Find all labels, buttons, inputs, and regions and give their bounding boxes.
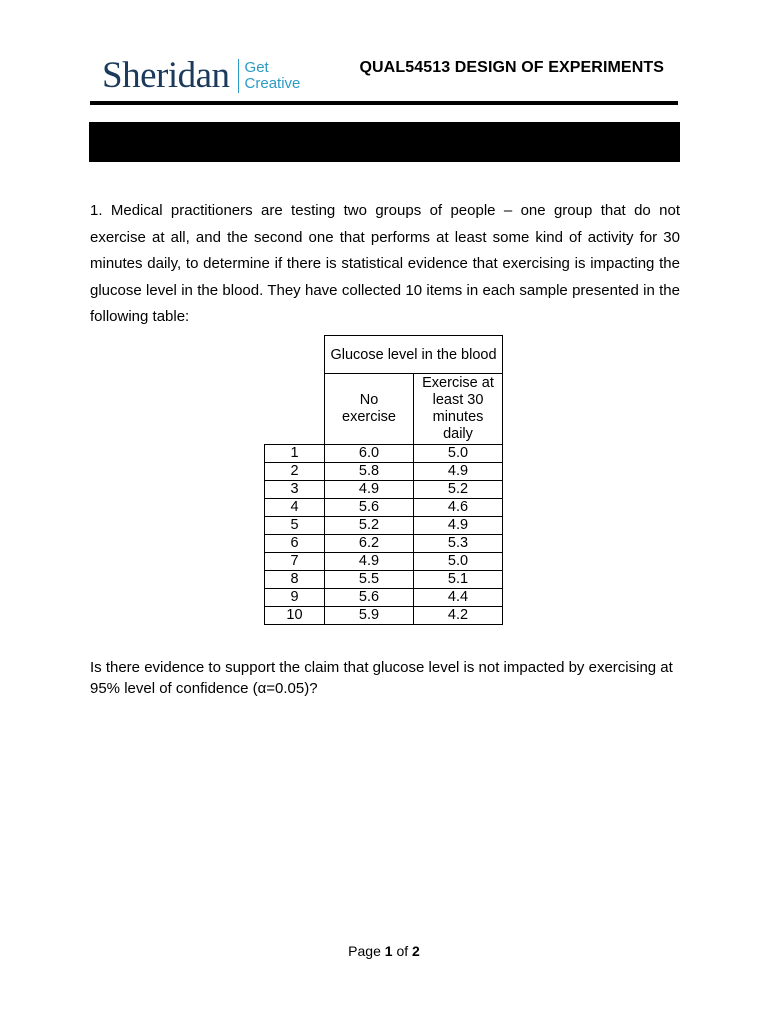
table-row — [265, 607, 503, 625]
glucose-table — [264, 335, 503, 625]
row-number-cell: 6 — [265, 535, 325, 553]
logo-tagline — [245, 60, 301, 92]
no-exercise-cell: 4.9 — [325, 481, 414, 499]
no-exercise-cell: 5.6 — [325, 499, 414, 517]
footer-page-word: Page — [348, 943, 381, 959]
exercise-cell: 4.9 — [414, 463, 503, 481]
logo-tagline-line2: Creative — [244, 75, 301, 92]
row-number-cell: 3 — [265, 481, 325, 499]
course-title: QUAL54513 DESIGN OF EXPERIMENTS — [359, 59, 664, 76]
row-number-cell: 4 — [265, 499, 325, 517]
no-exercise-cell: 5.8 — [325, 463, 414, 481]
exercise-cell: 4.6 — [414, 499, 503, 517]
table-row — [265, 571, 503, 589]
page-header — [90, 52, 678, 102]
exercise-cell: 4.4 — [414, 589, 503, 607]
table-body — [265, 445, 503, 625]
table-row — [265, 481, 503, 499]
no-exercise-cell: 5.2 — [325, 517, 414, 535]
redaction-bar — [89, 122, 680, 162]
col-header-no-exercise-label: No exercise — [342, 392, 396, 425]
row-number-cell: 2 — [265, 463, 325, 481]
no-exercise-cell: 6.0 — [325, 445, 414, 463]
question-text: 1. Medical practitioners are testing two groups of people – one group that do not exercise at all, and the second one that performs at least some kind of activity for 30 minutes daily, to determine if there is statistical evidence that exercising is impacting the glucose level in the blood. They have collected 10 items in each sample presented in the following table: — [90, 202, 680, 325]
table-corner — [265, 336, 325, 374]
row-number-cell: 8 — [265, 571, 325, 589]
table-row — [265, 517, 503, 535]
footer-of-word: of — [396, 943, 409, 959]
header-rule — [90, 101, 678, 105]
col-header-exercise-label: Exercise at least 30 minutes daily — [422, 375, 494, 442]
exercise-cell: 4.9 — [414, 517, 503, 535]
row-number-cell: 1 — [265, 445, 325, 463]
row-number-cell: 10 — [265, 607, 325, 625]
no-exercise-cell: 5.5 — [325, 571, 414, 589]
table-row — [265, 589, 503, 607]
exercise-cell: 5.3 — [414, 535, 503, 553]
table-corner — [265, 374, 325, 445]
exercise-cell: 4.2 — [414, 607, 503, 625]
no-exercise-cell: 6.2 — [325, 535, 414, 553]
group-header: Glucose level in the blood — [325, 336, 503, 374]
logo-tagline-line1: Get — [244, 59, 269, 76]
table-row — [265, 445, 503, 463]
table-row — [265, 535, 503, 553]
footer-current-page: 1 — [384, 943, 393, 959]
row-number-cell: 5 — [265, 517, 325, 535]
page-footer — [0, 943, 768, 959]
exercise-cell: 5.2 — [414, 481, 503, 499]
no-exercise-cell: 5.6 — [325, 589, 414, 607]
no-exercise-cell: 4.9 — [325, 553, 414, 571]
row-number-cell: 7 — [265, 553, 325, 571]
footer-total-pages: 2 — [412, 943, 420, 959]
table-row — [265, 499, 503, 517]
no-exercise-cell: 5.9 — [325, 607, 414, 625]
table-row — [265, 463, 503, 481]
exercise-cell: 5.0 — [414, 445, 503, 463]
col-header-no-exercise — [325, 374, 414, 445]
logo-wordmark: Sheridan — [102, 55, 230, 96]
sheridan-logo — [102, 56, 300, 96]
exercise-cell: 5.1 — [414, 571, 503, 589]
col-header-exercise — [414, 374, 503, 445]
table-row — [265, 553, 503, 571]
row-number-cell: 9 — [265, 589, 325, 607]
table-subheader-row — [265, 374, 503, 445]
followup-question: Is there evidence to support the claim that glucose level is not impacted by exercising at 95% level of confidence (α=0.05)? — [90, 659, 673, 697]
logo-divider — [238, 59, 239, 93]
exercise-cell: 5.0 — [414, 553, 503, 571]
table-header-row — [265, 336, 503, 374]
